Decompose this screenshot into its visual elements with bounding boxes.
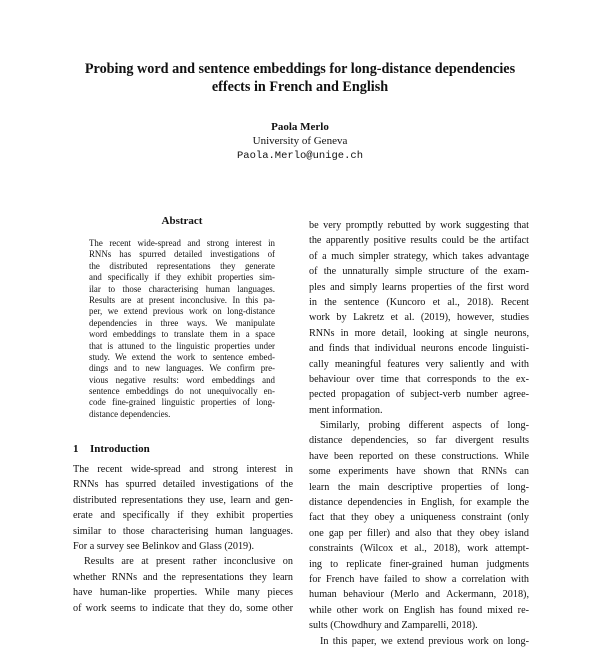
body-line: of a much simpler strategy, which takes advantage xyxy=(309,250,529,262)
body-line: have been reported on these constructions. While xyxy=(309,450,529,462)
body-line: be very promptly rebutted by work suggesting that xyxy=(309,220,529,231)
body-line: ing to replicate finer-grained human judgments xyxy=(309,558,529,570)
author-affiliation: University of Geneva xyxy=(252,135,348,147)
body-line: distance dependencies, so far divergent results xyxy=(309,435,529,447)
author-email: Paola.Merlo@unige.ch xyxy=(236,150,364,162)
abstract-line: ilar to those characterising human languages. xyxy=(89,283,275,294)
section-number: 1 xyxy=(73,443,79,455)
abstract-line: the distributed representations they generate xyxy=(89,260,275,271)
author-name: Paola Merlo xyxy=(271,121,329,133)
abstract-line: and specifically if they exhibit properties sim- xyxy=(89,272,275,283)
abstract-line: dependencies in three ways. We manipulate xyxy=(89,317,275,328)
paper-title xyxy=(60,61,540,96)
body-line: similar to those characterising human languages. xyxy=(73,525,293,537)
body-line: sults (Chowdhury and Zamparelli, 2018). xyxy=(309,620,478,632)
body-line: human behaviour (Merlo and Ackermann, 2018), xyxy=(309,589,529,601)
body-line: in the sentence (Kuncoro et al., 2018). Recent xyxy=(309,296,529,308)
body-line: constraints (Wilcox et al., 2018), work attempt- xyxy=(309,543,529,555)
body-line: ment information. xyxy=(309,404,383,416)
section-heading-introduction xyxy=(73,442,293,456)
abstract-line: vious negative results: word embeddings and xyxy=(89,374,275,385)
body-line: ples and simply learns properties of the first word xyxy=(309,281,529,293)
introduction-left-column xyxy=(73,462,293,616)
abstract-line: study. We extend the work to sentence embed- xyxy=(89,351,275,362)
abstract-line: dings and to new languages. We confirm pre- xyxy=(89,363,275,374)
body-line: RNNs in more detail, looking at single neurons, xyxy=(309,327,529,339)
body-line: Similarly, probing different aspects of long- xyxy=(320,420,529,432)
body-line: fact that they obey a uniqueness constraint (only xyxy=(309,512,529,524)
paper-title-line: effects in French and English xyxy=(211,78,389,95)
body-line: cally meaningful features very saliently and with xyxy=(309,358,529,370)
body-line: Results are at present rather inconclusive on xyxy=(84,556,293,568)
body-line: distance dependencies in English, for example the xyxy=(309,497,529,509)
body-line: work by Lakretz et al. (2019), however, studies xyxy=(309,312,529,324)
body-line: while other work on English has found mixed re- xyxy=(309,604,529,616)
abstract-body xyxy=(89,238,275,420)
abstract-heading: Abstract xyxy=(161,215,203,227)
abstract-line: word embeddings to translate them in a space xyxy=(89,329,275,340)
abstract-line: per, we extend previous work on long-distance xyxy=(89,306,275,317)
body-line: The recent wide-spread and strong interest in xyxy=(73,464,293,475)
abstract-line: RNNs has spurred detailed investigations of xyxy=(89,249,275,260)
abstract-line: The recent wide-spread and strong interest in xyxy=(89,238,275,248)
abstract-line: distance dependencies. xyxy=(89,408,171,419)
body-line: distributed representations they use, learn and gen- xyxy=(73,494,293,506)
body-line: For a survey see Belinkov and Glass (2019). xyxy=(73,540,255,552)
body-line: for French have failed to show a correlation with xyxy=(309,573,529,585)
body-line: of work seems to indicate that they do, some other xyxy=(73,602,293,614)
body-line: In this paper, we extend previous work on long- xyxy=(320,635,529,647)
introduction-right-column xyxy=(309,218,529,649)
body-line: and finds that individual neurons encode linguisti- xyxy=(309,343,529,355)
abstract-line: code fine-grained linguistic properties of long- xyxy=(89,397,275,408)
body-line: learn the main descriptive properties of long- xyxy=(309,481,529,493)
abstract-line: sentence embeddings do not unequivocally en- xyxy=(89,386,275,397)
body-line: whether RNNs and the representations they learn xyxy=(73,571,293,583)
abstract-line: that is attuned to the linguistic properties under xyxy=(89,340,275,351)
body-line: RNNs has spurred detailed investigations of the xyxy=(73,479,293,491)
body-line: have human-like properties. While many pieces xyxy=(73,587,293,599)
body-line: some experiments have shown that RNNs can xyxy=(309,466,529,478)
abstract-line: Results are at present inconclusive. In this pa- xyxy=(89,294,275,305)
body-line: pected propagation of subject-verb number agree- xyxy=(309,389,529,401)
section-title: Introduction xyxy=(90,443,150,455)
body-line: the apparently positive results could be the artifact xyxy=(309,235,529,247)
body-line: one gap per filler) and also that they obey island xyxy=(309,527,529,539)
paper-title-line: Probing word and sentence embeddings for long-distance dependencies xyxy=(84,61,516,77)
body-line: behaviour over time that corresponds to the ex- xyxy=(309,373,529,385)
body-line: erate and specifically if they exhibit properties xyxy=(73,510,293,522)
body-line: of the unnaturally simple structure of the exam- xyxy=(309,266,529,278)
